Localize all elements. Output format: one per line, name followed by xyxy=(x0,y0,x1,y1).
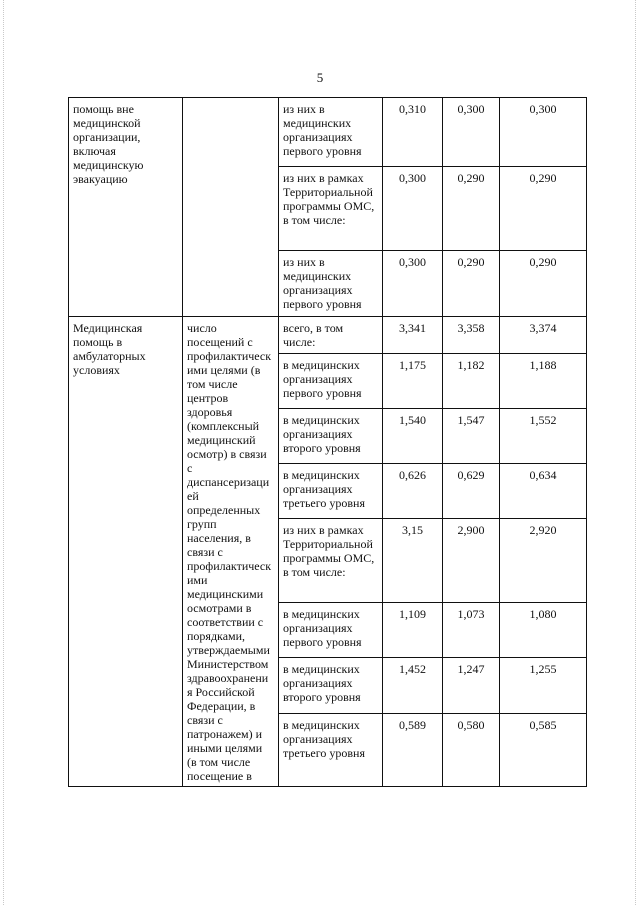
value-cell-year3: 0,585 xyxy=(500,713,587,786)
value-cell-year1: 0,589 xyxy=(383,713,443,786)
level-cell: в медицинских организациях третьего уровня xyxy=(279,713,383,786)
level-cell: в медицинских организациях второго уровня xyxy=(279,658,383,713)
value-cell-year3: 0,300 xyxy=(500,98,587,167)
value-cell-year3: 1,255 xyxy=(500,658,587,713)
value-cell-year2: 3,358 xyxy=(443,317,500,354)
data-table xyxy=(68,97,587,787)
page-number: 5 xyxy=(316,70,324,85)
value-cell-year2: 0,580 xyxy=(443,713,500,786)
scan-left-edge xyxy=(3,0,5,905)
value-cell-year2: 1,073 xyxy=(443,603,500,658)
value-cell-year2: 0,290 xyxy=(443,167,500,251)
scan-right-edge xyxy=(635,0,637,905)
level-cell: из них в медицинских организациях первого уровня xyxy=(279,251,383,317)
level-cell: из них в рамках Территориальной программы ОМС, в том числе: xyxy=(279,167,383,251)
value-cell-year3: 0,634 xyxy=(500,463,587,518)
unit-cell: число посещений с профилактическ ими целями (в том числе центров здоровья (комплексный медицинский осмотр) в связи с диспансеризаци ей определенных групп населения, в связи с профилактическ ими медицинскими осмотрами в соответствии с порядками, утверждаемыми Министерством здравоохранени я Российской Федерации, в связи с патронажем) и иными целями (в том числе посещение в xyxy=(183,317,279,787)
value-cell-year3: 2,920 xyxy=(500,518,587,603)
table-row xyxy=(69,317,587,354)
value-cell-year1: 3,341 xyxy=(383,317,443,354)
value-cell-year2: 1,182 xyxy=(443,353,500,408)
value-cell-year1: 1,109 xyxy=(383,603,443,658)
level-cell: в медицинских организациях первого уровня xyxy=(279,603,383,658)
category-cell: Медицинская помощь в амбулаторных условиях xyxy=(69,317,183,787)
level-cell: из них в рамках Территориальной программы ОМС, в том числе: xyxy=(279,518,383,603)
value-cell-year1: 0,626 xyxy=(383,463,443,518)
value-cell-year2: 2,900 xyxy=(443,518,500,603)
value-cell-year2: 0,629 xyxy=(443,463,500,518)
value-cell-year3: 1,188 xyxy=(500,353,587,408)
value-cell-year3: 1,552 xyxy=(500,408,587,463)
value-cell-year1: 0,300 xyxy=(383,251,443,317)
value-cell-year3: 0,290 xyxy=(500,167,587,251)
value-cell-year2: 0,290 xyxy=(443,251,500,317)
value-cell-year2: 0,300 xyxy=(443,98,500,167)
level-cell: всего, в том числе: xyxy=(279,317,383,354)
unit-cell xyxy=(183,98,279,317)
value-cell-year1: 3,15 xyxy=(383,518,443,603)
level-cell: из них в медицинских организациях первого уровня xyxy=(279,98,383,167)
value-cell-year1: 1,540 xyxy=(383,408,443,463)
value-cell-year1: 1,452 xyxy=(383,658,443,713)
table-row xyxy=(69,98,587,167)
value-cell-year3: 3,374 xyxy=(500,317,587,354)
value-cell-year3: 1,080 xyxy=(500,603,587,658)
value-cell-year1: 0,300 xyxy=(383,167,443,251)
level-cell: в медицинских организациях первого уровня xyxy=(279,353,383,408)
category-cell: помощь вне медицинской организации, включая медицинскую эвакуацию xyxy=(69,98,183,317)
value-cell-year1: 0,310 xyxy=(383,98,443,167)
value-cell-year3: 0,290 xyxy=(500,251,587,317)
level-cell: в медицинских организациях второго уровня xyxy=(279,408,383,463)
level-cell: в медицинских организациях третьего уровня xyxy=(279,463,383,518)
value-cell-year1: 1,175 xyxy=(383,353,443,408)
value-cell-year2: 1,547 xyxy=(443,408,500,463)
value-cell-year2: 1,247 xyxy=(443,658,500,713)
